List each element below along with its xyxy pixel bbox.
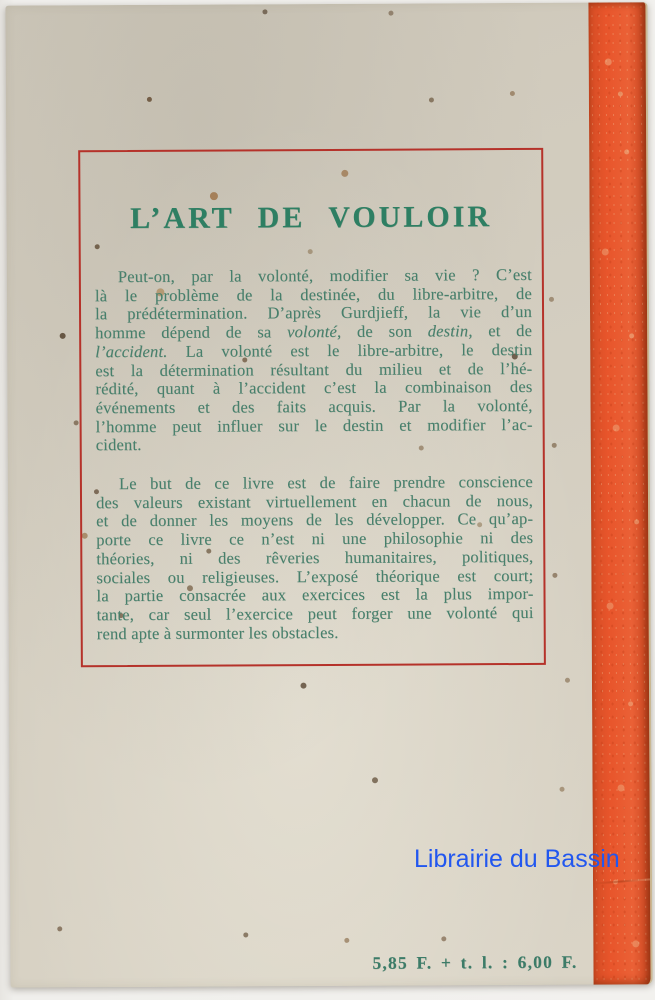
spine-crease	[593, 878, 650, 884]
book-back-cover	[5, 2, 652, 987]
spine-wear-marks	[588, 3, 591, 6]
book-spine-strip	[588, 2, 652, 984]
red-rule-box	[78, 148, 546, 667]
blurb-paragraph-2: Le but de ce livre est de faire prendre conscience des valeurs existant virtuellement en chacun de nous, et de donner les moyens de les développer. Ce qu’ap- porte ce livre ce n’est ni une philosophie ni des théories, ni des rêveries humanitaires, politiques, sociales ou religieuses. L’exposé théorique est court; la partie consacrée aux exercices est la plus impor- tante, car seul l’exercice peut forger une volonté qui rend apte à surmonter les obstacles.	[95, 471, 534, 643]
bookseller-watermark: Librairie du Bassin	[414, 845, 620, 873]
price-text: 5,85 F. + t. l. : 6,00 F.	[372, 951, 578, 973]
foxing-spots	[5, 6, 8, 9]
blurb-paragraph-1: Peut-on, par la volonté, modifier sa vie ? C’est là le problème de la destinée, du libre-arbitre, de la prédétermination. D’après Gurdjieff, la vie d’un homme dépend de sa volonté, de son destin, et de l’accident. La volonté est le libre-arbitre, le destin est la détermination résultant du milieu et de l’hé- rédité, quant à l’accident c’est la combinaison des événements et des faits acquis. Par la volonté, l’homme peut influer sur le destin et modifier l’ac- cident.	[94, 264, 533, 455]
book-title: L’ART DE VOULOIR	[130, 200, 493, 236]
